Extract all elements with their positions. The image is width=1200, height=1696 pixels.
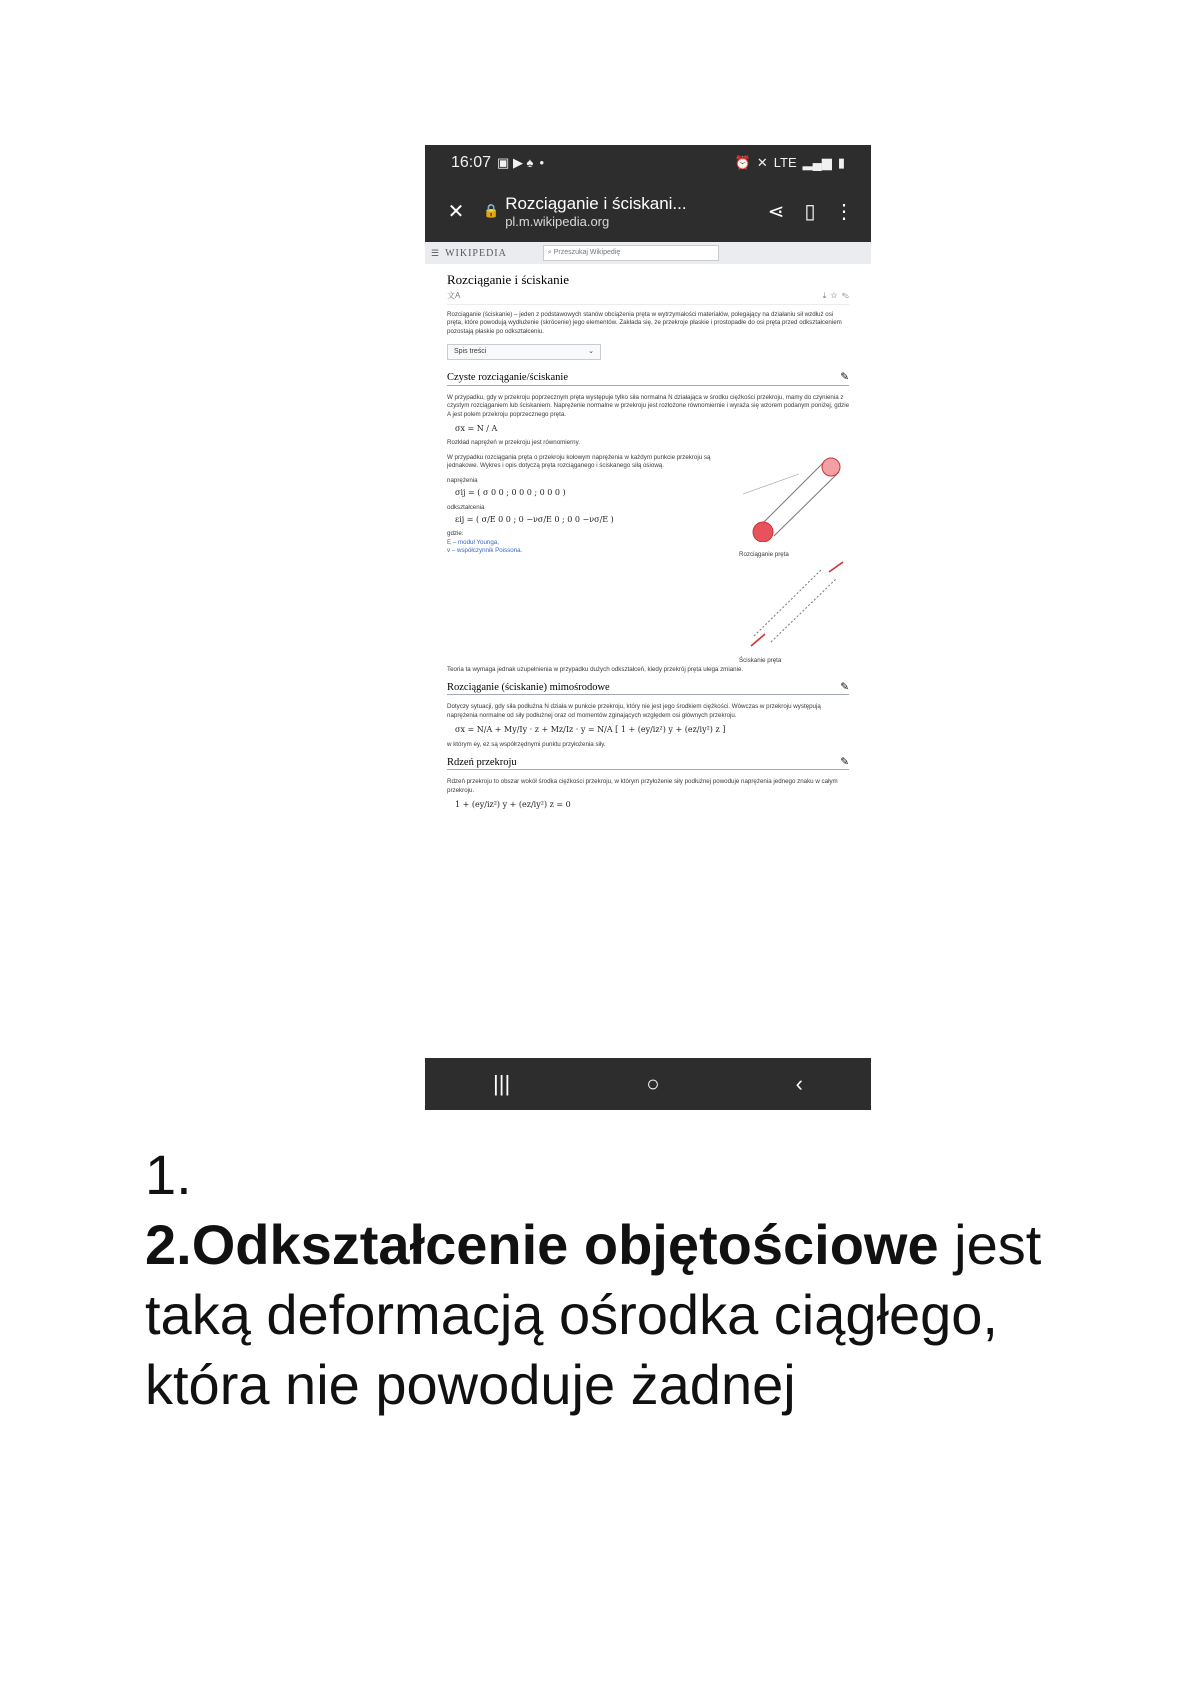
edit-icon[interactable]: ✎ (840, 756, 849, 768)
section-paragraph: W przypadku, gdy w przekroju poprzecznym pręta występuje tylko siła normalna N działająca w środku ciężkości przekroju, mamy do czynienia z czystym rozciąganiem lub ściskaniem. Naprężenie normalne w przekroju jest rozłożone równomiernie i wyraża się wzorem podanym poniżej, gdzie A jest polem przekroju poprzecznego pręta. (447, 393, 850, 418)
close-icon[interactable]: ✕ (447, 200, 465, 223)
tensor-label: naprężenia (447, 476, 478, 484)
section-heading[interactable] (447, 756, 849, 770)
bookmark-icon[interactable]: ▯ (804, 200, 816, 223)
notification-icons: ▣ ▶ ♠ (497, 154, 534, 170)
tab-title: Rozciąganie i ściskani... (505, 193, 687, 213)
article-content (425, 264, 871, 810)
status-bar (425, 145, 871, 180)
section-paragraph: Dotyczy sytuacji, gdy siła podłużna N działa w punkcie przekroju, który nie jest jego środkiem ciężkości. Wówczas w przekroju występują naprężenia normalne od siły podłużnej oraz od momentów zginających względem osi głównych przekroju. (447, 703, 821, 719)
download-icon[interactable]: ⤓ (822, 291, 827, 301)
article-title: Rozciąganie i ściskanie (447, 272, 570, 287)
section-paragraph: Rdzeń przekroju to obszar wokół środka ciężkości przekroju, w którym przyłożenie siły podłużnej powoduje naprężenia jednego znaku w całym przekroju. (447, 778, 838, 794)
where-item[interactable]: E – moduł Younga, (447, 538, 499, 546)
edit-icon[interactable]: ✎ (840, 681, 849, 693)
mute-icon: ✕ (756, 154, 768, 170)
android-nav-bar (425, 1058, 871, 1110)
section-title: Rozciąganie (ściskanie) mimośrodowe (447, 681, 610, 693)
back-icon[interactable]: ‹ (795, 1071, 803, 1096)
wiki-header (425, 242, 871, 264)
tensor-label: odkształcenia (447, 503, 485, 511)
lock-icon: 🔒 (483, 203, 500, 218)
language-icon[interactable]: 文A (447, 291, 461, 301)
star-icon[interactable]: ☆ (830, 291, 838, 301)
compression-figure (739, 560, 849, 648)
list-number: 1. (145, 1143, 192, 1206)
browser-toolbar (425, 180, 871, 242)
definition-paragraph (145, 1210, 1045, 1420)
section-heading[interactable] (447, 681, 849, 695)
section-tail: w którym ey, ez są współrzędnymi punktu przyłożenia siły. (447, 740, 606, 748)
menu-icon[interactable]: ☰ (431, 247, 440, 258)
toc-button[interactable] (447, 344, 601, 360)
where-label: gdzie: (447, 530, 464, 538)
article-tools (447, 292, 849, 304)
document-text (145, 1140, 1045, 1420)
defined-term: 2.Odkształcenie objętościowe (145, 1213, 939, 1276)
figure-description: W przypadku rozciągania pręta o przekroju kołowym naprężenia w każdym punkcie przekroju są jednakowe. Wykres i opis dotyczą pręta rozciąganego i ściskanego siłą osiową. (447, 453, 711, 470)
where-item[interactable]: ν – współczynnik Poissona. (447, 547, 523, 555)
network-label: LTE (773, 155, 797, 170)
alarm-icon: ⏰ (734, 154, 751, 170)
figure-column (739, 454, 849, 666)
status-dot: • (539, 155, 545, 170)
more-icon[interactable]: ⋮ (834, 200, 854, 223)
battery-icon: ▮ (837, 154, 845, 170)
strain-tensor: εij = ( σ/E 0 0 ; 0 −νσ/E 0 ; 0 0 −νσ/E ) (455, 514, 614, 524)
signal-icon: ▂▄▆ (802, 154, 832, 170)
section-heading[interactable] (447, 374, 849, 385)
stress-tensor: σij = ( σ 0 0 ; 0 0 0 ; 0 0 0 ) (455, 488, 566, 498)
figure-caption: Ściskanie pręta (739, 657, 782, 665)
section-title: Rdzeń przekroju (447, 756, 517, 768)
section-title: Czyste rozciąganie/ściskanie (447, 372, 568, 384)
figure-row (447, 454, 849, 666)
share-icon[interactable]: ⋖ (767, 200, 785, 223)
clock: 16:07 (451, 153, 492, 171)
search-icon: ⌕ (547, 249, 552, 256)
wiki-search-input[interactable] (543, 245, 719, 261)
section-note: Rozkład naprężeń w przekroju jest równomierny. (447, 439, 580, 447)
url-box[interactable] (483, 194, 759, 229)
formula: 1 + (ey/iz²) y + (ez/iy²) z = 0 (455, 800, 571, 810)
toc-label: Spis treści (454, 348, 487, 356)
definition-text: jest taką deformacją ośrodka ciągłego, która nie powoduje żadnej (145, 1213, 1042, 1416)
tension-figure (739, 454, 849, 542)
figure-caption: Rozciąganie pręta (739, 551, 789, 559)
page-domain: pl.m.wikipedia.org (505, 213, 610, 229)
phone-screenshot (425, 145, 871, 1110)
wiki-logo[interactable]: WIKIPEDIA (445, 247, 507, 259)
home-icon[interactable]: ○ (646, 1071, 660, 1096)
section-tail: Teoria ta wymaga jednak uzupełnienia w przypadku dużych odkształceń, kiedy przekrój pręta ulega zmianie. (447, 665, 744, 673)
edit-icon[interactable]: ✎ (841, 291, 849, 301)
edit-icon[interactable]: ✎ (840, 372, 849, 384)
formula: σx = N/A + My/Iy · z + Mz/Iz · y = N/A [ 1 + (ey/iz²) y + (ez/iy²) z ] (455, 725, 726, 735)
chevron-down-icon: ⌄ (588, 348, 594, 356)
formula: σx = N / A (455, 424, 498, 434)
recent-apps-icon[interactable]: ||| (493, 1071, 511, 1096)
intro-paragraph: Rozciąganie (ściskanie) – jeden z podstawowych stanów obciążenia pręta w wytrzymałości materiałów, polegający na działaniu sił wzdłuż osi pręta, które powodują wydłużenie (skrócenie) jego elementów. Zakłada się, że przekroje płaskie i prostopadłe do osi pręta przed odkształceniem pozostają płaskie po odkształceniu. (447, 310, 842, 335)
search-placeholder: Przeszukaj Wikipedię (553, 249, 621, 256)
